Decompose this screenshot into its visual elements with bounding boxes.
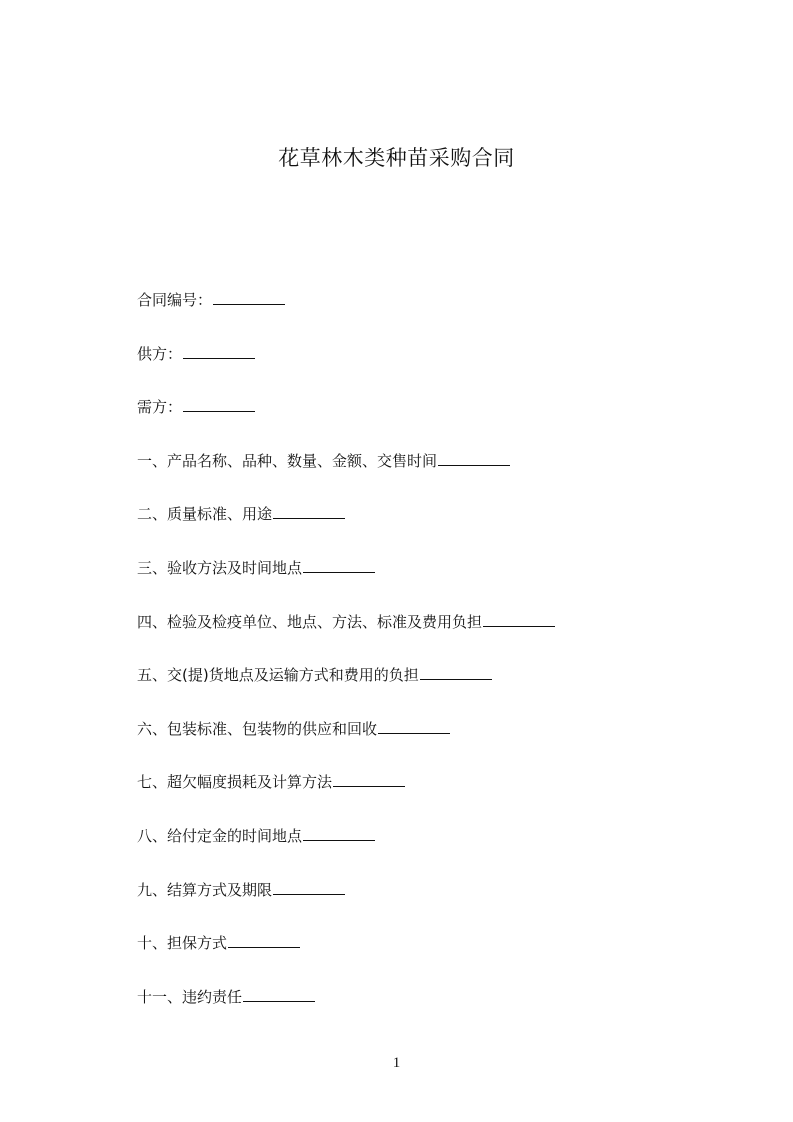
blank-line <box>273 880 345 895</box>
clause-text: 九、结算方式及期限 <box>137 880 273 899</box>
field-label: 合同编号： <box>137 291 213 309</box>
field-buyer <box>137 397 555 451</box>
blank-line <box>378 719 450 734</box>
clause-text: 一、产品名称、品种、数量、金额、交售时间 <box>137 451 438 470</box>
field-label: 需方： <box>137 398 183 417</box>
clause-text: 十、担保方式 <box>137 934 228 953</box>
page-number: 1 <box>392 1055 401 1071</box>
clause-item <box>137 612 555 666</box>
clause-item <box>137 826 555 880</box>
clause-text: 八、给付定金的时间地点 <box>137 826 303 845</box>
clause-text: 六、包装标准、包装物的供应和回收 <box>137 719 378 738</box>
blank-line <box>183 397 255 412</box>
blank-line <box>213 290 285 305</box>
field-contract-number <box>137 290 555 344</box>
clause-text: 十一、违约责任 <box>137 987 243 1006</box>
blank-line <box>243 987 315 1002</box>
blank-line <box>333 772 405 787</box>
clause-item <box>137 558 555 612</box>
clause-text: 四、检验及检疫单位、地点、方法、标准及费用负担 <box>137 612 483 631</box>
clause-item <box>137 933 555 987</box>
clause-item <box>137 504 555 558</box>
blank-line <box>183 344 255 359</box>
blank-line <box>303 826 375 841</box>
clause-text: 七、超欠幅度损耗及计算方法 <box>137 773 333 792</box>
clause-item <box>137 987 555 1041</box>
clause-item <box>137 451 555 505</box>
blank-line <box>420 665 492 680</box>
clause-text: 二、质量标准、用途 <box>137 505 273 524</box>
blank-line <box>438 451 510 466</box>
clause-text: 三、验收方法及时间地点 <box>137 558 303 577</box>
clause-item <box>137 772 555 826</box>
clause-item <box>137 719 555 773</box>
clause-item <box>137 665 555 719</box>
blank-line <box>303 558 375 573</box>
clause-text: 五、交(提)货地点及运输方式和费用的负担 <box>137 666 419 685</box>
document-title: 花草林木类种苗采购合同 <box>278 146 515 170</box>
field-supplier <box>137 344 555 398</box>
field-label: 供方： <box>137 344 183 363</box>
blank-line <box>483 612 555 627</box>
blank-line <box>273 504 345 519</box>
contract-body <box>137 290 555 1040</box>
clause-item <box>137 880 555 934</box>
blank-line <box>228 933 300 948</box>
